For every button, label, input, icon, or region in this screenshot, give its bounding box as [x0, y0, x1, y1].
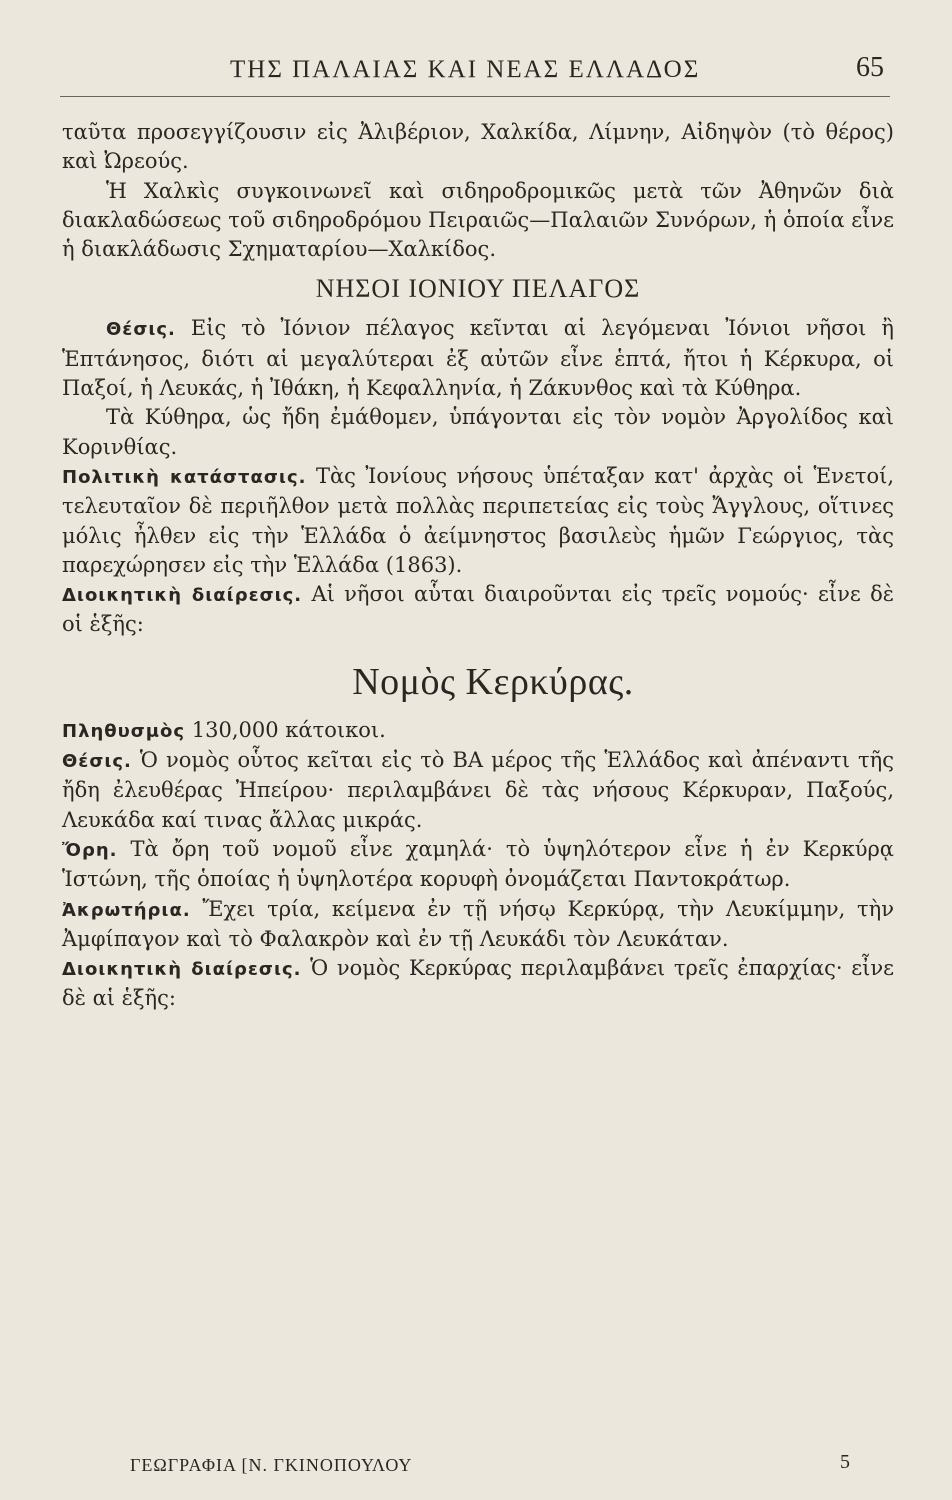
- corfu-position-text: Ὁ νομὸς οὗτος κεῖται εἰς τὸ ΒΑ μέρος τῆς Ἑλλάδος καὶ ἀπέναντι τῆς ἤδη ἐλευθέρας Ἠπείρου· περιλαμβάνει δὲ τὰς νήσους Κέρκυραν, Παξούς, Λευκάδα καί τινας ἄλλας μικράς.: [62, 748, 894, 832]
- mountains-paragraph: [62, 835, 894, 895]
- intro-paragraph-1: ταῦτα προσεγγίζουσιν εἰς Ἀλιβέριον, Χαλκίδα, Λίμνην, Αἰδηψὸν (τὸ θέρος) καὶ Ὠρεούς.: [62, 120, 894, 174]
- page-header: [60, 48, 890, 97]
- ionian-position-paragraph: [62, 314, 894, 403]
- mountains-text: Τὰ ὄρη τοῦ νομοῦ εἶνε χαμηλά· τὸ ὑψηλότερον εἶνε ἡ ἐν Κερκύρᾳ Ἱστώνη, τῆς ὁποίας ἡ ὑψηλοτέρα κορυφὴ ὀνομάζεται Παντοκράτωρ.: [62, 836, 894, 892]
- corfu-admin-paragraph: [62, 954, 894, 1014]
- political-paragraph: [62, 462, 894, 580]
- political-lead: Πολιτικὴ κατάστασις.: [62, 466, 307, 488]
- admin-division-lead: Διοικητικὴ διαίρεσις.: [62, 585, 303, 607]
- prefecture-title: Νομὸς Κερκύρας.: [352, 660, 634, 703]
- printer-signature: ΓΕΩΓΡΑΦΙΑ [Ν. ΓΚΙΝΟΠΟΥΛΟΥ: [130, 1455, 413, 1475]
- page-footer: [130, 1451, 850, 1485]
- admin-division-text: Αἱ νῆσοι αὗται διαιροῦνται εἰς τρεῖς νομούς· εἶνε δὲ οἱ ἑξῆς:: [62, 582, 894, 637]
- ionian-position-lead: Θέσις.: [106, 319, 176, 341]
- population-lead: Πληθυσμὸς: [62, 720, 186, 742]
- capes-paragraph: [62, 895, 894, 955]
- capes-text: Ἔχει τρία, κείμενα ἐν τῇ νήσῳ Κερκύρᾳ, τὴν Λευκίμμην, τὴν Ἀμφίπαγον καὶ τὸ Φαλακρὸν καὶ ἐν τῇ Λευκάδι τὸν Λευκάταν.: [62, 896, 894, 951]
- page-number: 65: [856, 52, 884, 83]
- intro-paragraph-2: Ἡ Χαλκὶς συγκοινωνεῖ καὶ σιδηροδρομικῶς μετὰ τῶν Ἀθηνῶν διὰ διακλαδώσεως τοῦ σιδηροδρόμου Πειραιῶς—Παλαιῶν Συνόρων, ἡ ὁποία εἶνε ἡ διακλάδωσις Σχηματαρίου—Χαλκίδος.: [62, 178, 894, 262]
- running-title: ΤΗΣ ΠΑΛΑΙΑΣ ΚΑΙ ΝΕΑΣ ΕΛΛΑΔΟΣ: [230, 56, 701, 83]
- ionian-position-text: Εἰς τὸ Ἰόνιον πέλαγος κεῖνται αἱ λεγόμεναι Ἰόνιοι νῆσοι ἢ Ἑπτάνησος, διότι αἱ μεγαλύτεραι ἐξ αὐτῶν εἶνε ἑπτά, ἤτοι ἡ Κέρκυρα, οἱ Παξοί, ἡ Λευκάς, ἡ Ἰθάκη, ἡ Κεφαλληνία, ἡ Ζάκυνθος καὶ τὰ Κύθηρα.: [62, 316, 894, 401]
- political-text: Τὰς Ἰονίους νήσους ὑπέταξαν κατ' ἀρχὰς οἱ Ἑνετοί, τελευταῖον δὲ περιῆλθον μετὰ πολλὰς περιπετείας εἰς τοὺς Ἄγγλους, οἵτινες μόλις ἦλθεν εἰς τὴν Ἑλλάδα ὁ ἀείμνηστος βασιλεὺς ἡμῶν Γεώργιος, τὰς παρεχώρησεν εἰς τὴν Ἑλλάδα (1863).: [62, 463, 894, 577]
- capes-lead: Ἀκρωτήρια.: [62, 899, 191, 921]
- mountains-lead: Ὄρη.: [62, 839, 118, 861]
- kythera-paragraph: Τὰ Κύθηρα, ὡς ἤδη ἐμάθομεν, ὑπάγονται εἰς τὸν νομὸν Ἀργολίδος καὶ Κορινθίας.: [62, 405, 894, 459]
- population-text: 130,000 κάτοικοι.: [191, 717, 386, 742]
- page-body: [62, 118, 894, 1014]
- admin-division-paragraph: [62, 580, 894, 640]
- corfu-position-paragraph: [62, 746, 894, 835]
- corfu-admin-lead: Διοικητικὴ διαίρεσις.: [62, 959, 302, 981]
- corfu-position-lead: Θέσις.: [62, 751, 132, 773]
- corfu-admin-text: Ὁ νομὸς Κερκύρας περιλαμβάνει τρεῖς ἐπαρχίας· εἶνε δὲ αἱ ἑξῆς:: [62, 956, 894, 1011]
- signature-number: 5: [840, 1451, 850, 1473]
- population-paragraph: [62, 716, 894, 746]
- section-title: ΝΗΣΟΙ ΙΟΝΙΟΥ ΠΕΛΑΓΟΣ: [315, 274, 641, 304]
